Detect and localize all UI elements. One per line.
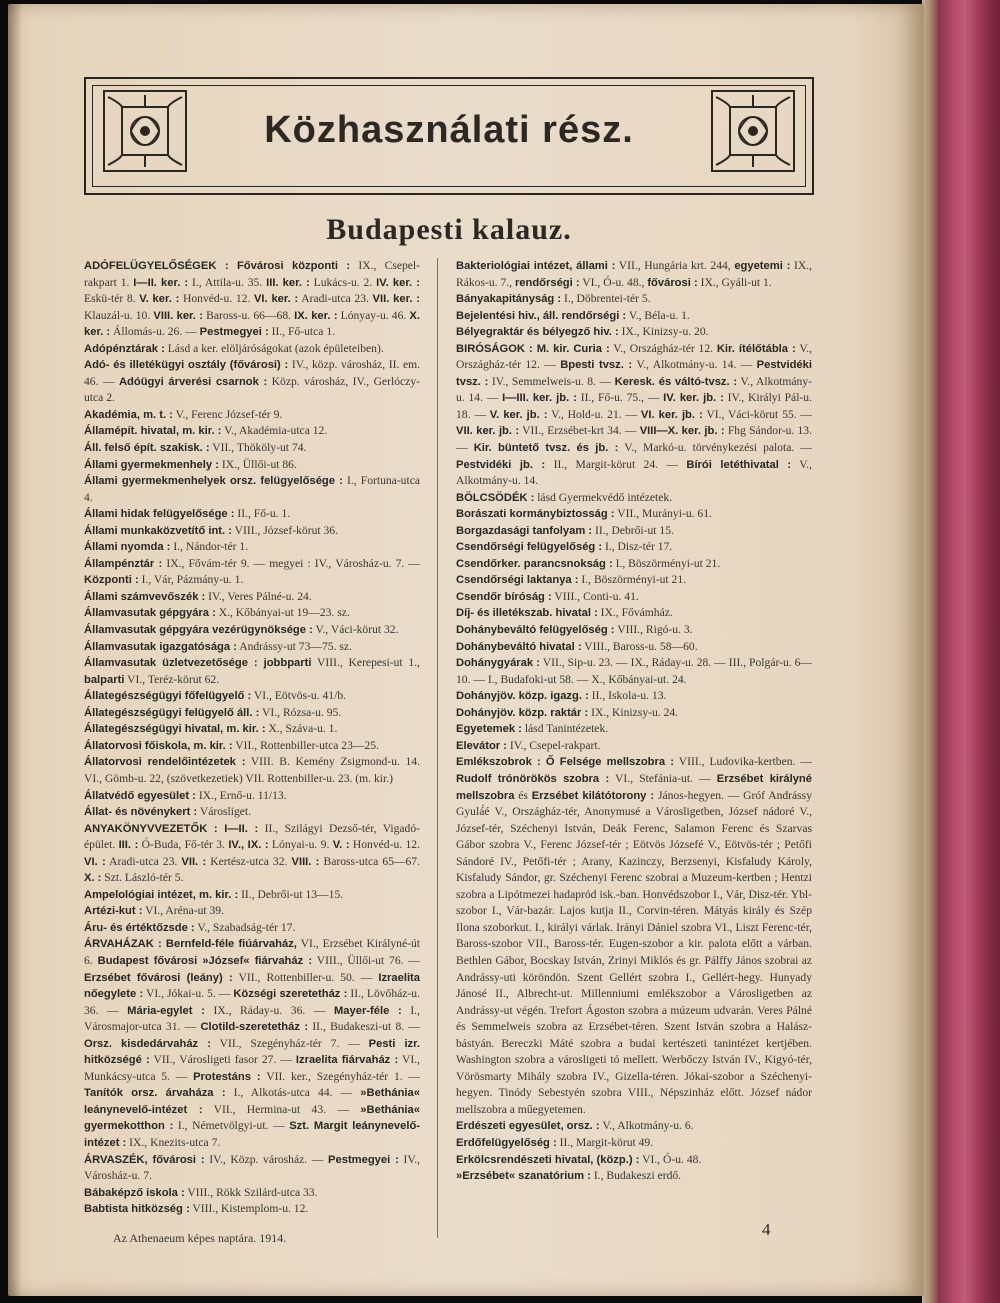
column-divider: [437, 258, 438, 1238]
directory-entry: Borgazdasági tanfolyam : II., Debrői-ut 15.: [456, 523, 674, 537]
directory-entry: Erdészeti egyesület, orsz. : V., Alkotmány-u. 6.: [456, 1119, 694, 1133]
directory-entry: Államvasutak gépgyára : X., Kőbányai-ut 19—23. sz.: [84, 606, 350, 620]
page-shadow: [8, 4, 22, 1296]
directory-entry: Államvasutak üzletvezetősége : jobbparti VIII., Kerepesi-ut 1., balparti VI., Teréz-körut 62.: [84, 656, 420, 686]
directory-entry: Csendőrker. parancsnokság : I., Böszörményi-ut 21.: [456, 556, 721, 570]
directory-entry: Erdőfelügyelőség : II., Margit-körut 49.: [456, 1135, 654, 1149]
directory-entry: Áll. felső épít. szakisk. : VII., Thököly-ut 74.: [84, 441, 307, 455]
page-subtitle: Budapesti kalauz.: [326, 213, 572, 246]
directory-entry: Államépít. hivatal, m. kir. : V., Akadémia-utca 12.: [84, 424, 328, 438]
directory-entry: Államvasutak gépgyára vezérügynöksége : V., Váci-körut 32.: [84, 623, 399, 637]
directory-entry: Állatvédő egyesület : IX., Ernő-u. 11/13.: [84, 788, 287, 802]
directory-entry: Állami gyermekmenhely : IX., Üllői-ut 86.: [84, 457, 297, 471]
directory-entry: Elevátor : IV., Csepel-rakpart.: [456, 738, 601, 752]
directory-entry: Bányakapitányság : I., Döbrentei-tér 5.: [456, 292, 651, 306]
directory-entry: ÁRVAHÁZAK : Bernfeld-féle fiúárvaház, VI., Erzsébet Királyné-út 6. Budapest fővárosi »József« fiárvaház : VIII., Üllői-ut 76. — Erzsébet fővárosi (leány) : VII., Rottenbiller-u. 50. — Izraelita nőegylete : VI., Jókai-u. 5. — Községi szeretetház : II., Lövőház-u. 36. — Mária-egylet : IX., Ráday-u. 36. — Mayer-féle : I., Városmajor-utca 31. — Clotild-szeretetház : II., Budakeszi-ut 8. — Orsz. kisdedárvaház : VII., Szegényház-tér 7. — Pesti izr. hitközségé : VII., Városligeti fasor 27. — Izraelita fiárvaház : VI., Munkácsy-utca 5. — Protestáns : VII. ker., Szegényház-tér 1. — Tanítók orsz. árvaháza : I., Alkotás-utca 44. — »Bethánia« leánynevelő-intézet : VII., Hermina-ut 43. — »Bethánia« gyermekotthon : I., Németvölgyi-ut. — Szt. Margit leánynevelő-intézet : IX., Knezits-utca 7.: [84, 937, 421, 1149]
directory-entry: Állategészségügyi felügyelő áll. : VI., Rózsa-u. 95.: [84, 705, 342, 719]
directory-entry: ANYAKÖNYVVEZETŐK : I—II. : II., Szilágyi Dezső-tér, Vigadó-épület. III. : Ó-Buda, Fő-tér 3. IV., IX. : Lónyai-u. 9. V. : Honvéd-u. 12. VI. : Aradi-utca 23. VII. : Kertész-utca 32. VIII. : Baross-utca 65—67. X. : Szt. László-tér 5.: [84, 821, 420, 885]
directory-entry: Állategészségügyi hivatal, m. kir. : X., Száva-u. 1.: [84, 722, 338, 736]
directory-entry: Államvasutak igazgatósága : Andrássy-ut 73—75. sz.: [84, 639, 352, 653]
directory-entry: Állat- és növénykert : Városliget.: [84, 805, 252, 819]
directory-entry: Állami hidak felügyelősége : II., Fő-u. 1.: [84, 507, 291, 521]
section-title: Közhasználati rész.: [264, 109, 634, 151]
directory-entry: Dohányjöv. közp. igazg. : II., Iskola-u. 13.: [456, 689, 667, 703]
directory-entry: Díj- és illetékszab. hivatal : IX., Fővámház.: [456, 606, 673, 620]
directory-entry: Állategészségügyi főfelügyelő : VI., Eötvös-u. 41/b.: [84, 689, 347, 703]
ornament-right-icon: [708, 87, 798, 175]
directory-entry: Bábaképző iskola : VIII., Rökk Szilárd-utca 33.: [84, 1185, 318, 1199]
directory-entry: Bakteriológiai intézet, állami : VII., Hungária krt. 244, egyetemi : IX., Rákos-u. 7., rendőrségi : VI., Ó-u. 48., fővárosi : IX., Gyáli-ut 1.: [456, 259, 812, 289]
left-column: [84, 258, 420, 1218]
directory-entry: Borászati kormánybiztosság : VII., Murányi-u. 61.: [456, 507, 712, 521]
directory-entry: Egyetemek : lásd Tanintézetek.: [456, 722, 609, 736]
directory-entry: Áru- és értéktőzsde : V., Szabadság-tér 17.: [84, 920, 296, 934]
directory-entry: Bélyegraktár és bélyegző hiv. : IX., Kinizsy-u. 20.: [456, 325, 709, 339]
directory-entry: Adópénztárak : Lásd a ker. elöljáróságokat (azok épületeiben).: [84, 341, 384, 355]
directory-entry: Csendőrségi felügyelőség : I., Disz-tér 17.: [456, 540, 673, 554]
directory-entry: Dohánybeváltó hivatal : VIII., Baross-u. 58—60.: [456, 639, 698, 653]
directory-entry: BIRÓSÁGOK : M. kir. Curia : V., Országház-tér 12. Kir. ítélőtábla : V., Országház-tér 12. — Bpesti tvsz. : V., Alkotmány-u. 14. — Pestvidéki tvsz. : IV., Semmelweis-u. 8. — Keresk. és váltó-tvsz. : V., Alkotmány-u. 14. — I—III. ker. jb. : II., Fő-u. 75., — IV. ker. jb. : IV., Királyi Pál-u. 18. — V. ker. jb. : V., Hold-u. 21. — VI. ker. jb. : VI., Váci-körut 55. — VII. ker. jb. : VII., Erzsébet-krt 34. — VIII—X. ker. jb. : Fhg Sándor-u. 13. — Kir. büntető tvsz. és jb. : V., Markó-u. törvénykezési palota. — Pestvidéki jb. : II., Margit-körut 24. — Bírói letéthivatal : V., Alkotmány-u. 14.: [456, 341, 813, 488]
page-number: 4: [762, 1220, 771, 1239]
directory-entry: Artézi-kut : VI., Aréna-ut 39.: [84, 904, 225, 918]
directory-entry: Állatorvosi rendelőintézetek : VIII. B. Kemény Zsigmond-u. 14. VI., Gömb-u. 22, (szövetkezetiek) VII. Rottenbiller-u. 23. (m. kir.): [84, 755, 420, 785]
directory-entry: Emlékszobrok : Ő Felsége mellszobra : VIII., Ludovika-kertben. — Rudolf trónörökös szobra : VI., Stefánia-ut. — Erzsébet királyné mellszobra és Erzsébet kilátótorony : János-hegyen. — Gróf Andrássy Gyulá́é V., Országház-tér, Anonymusé a Városligetben, József nádoré V., József-tér, Széchenyi István, Deák Ferenc, Salamon Ferenc és Szarvas Gábor szobra V., Ferenc József-tér ; Eötvös Józsefé V., Eötvös-tér ; Petőfi Sándoré IV., Petőfi-tér ; Arany, Kazinczy, Berzsenyi, Kisfaludy Károly, Kisfaludy Sándor, gr. Széchenyi Ferenc szobrai a Muzeum-kertben ; Hentzi szobra a Lipótmezei hadapród isk.-ban. Honvédszobor I., Vár, Disz-tér. Ybl-szobor I., Vár-bazár. Lajos kutja II., Corvin-téren. Mátyás király és Szép Ilona szoborkut. I., királyi várlak. Irányi Dániel szobra VI., Liszt Ferenc-tér, Baross-szobor VII., Baross-tér. Eugen-szobor a kir. palota előtt a várban. Bethlen Gábor, Bocskay István, Zrinyi Miklós és gr. Pálffy János szobrai az Andrássy-uti köröndön. Szent Gellért szobra I., Gellért-hegy. Hunyady Jánosé II., Albrecht-ut. Millenniumi emlékszobor a Városligetben az Andrássy-ut végén. Trefort Ágoston szobra a múzeum udvarán. Veres Pálné és Semmelweis szobra az Erzsébet-téren. Szent István szobra a Halász-bástyán. Bereczki Máté szobra a budai kertészeti tanintézet kertjében. Washington szobra a városligeti tó mellett. Werbőczy István IV., Kigyó-tér, Vörösmarty Mihály szobra IV., Gizella-téren. Jókai-szobor a Széchenyi-hegyen. Tinódy Sebestyén szobra VIII., Népszinház előtt. József nádor mellszobra a műegyetemen.: [456, 755, 812, 1116]
footer-text: Az Athenaeum képes naptára. 1914.: [113, 1231, 287, 1245]
directory-entry: Dohányjöv. közp. raktár : IX., Kinizsy-u. 24.: [456, 705, 679, 719]
directory-entry: Állatorvosi főiskola, m. kir. : VII., Rottenbiller-utca 23—25.: [84, 738, 379, 752]
directory-entry: Állami gyermekmenhelyek orsz. felügyelősége : I., Fortuna-utca 4.: [84, 474, 420, 504]
directory-entry: Csendőrségi laktanya : I., Böszörményi-ut 21.: [456, 573, 687, 587]
directory-entry: BÖLCSÖDÉK : lásd Gyermekvédő intézetek.: [456, 490, 673, 504]
directory-entry: Állampénztár : IX., Fővám-tér 9. — megyei : IV., Városház-u. 7. — Központi : I., Vár, Pázmány-u. 1.: [84, 556, 420, 587]
book-spine: [922, 0, 1000, 1303]
directory-entry: Adó- és illetékügyi osztály (fővárosi) : IV., közp. városház, II. em. 46. — Adóügyi árverési csarnok : Közp. városház, IV., Gerlóczy-utca 2.: [84, 358, 421, 405]
directory-entry: Csendőr bíróság : VIII., Conti-u. 41.: [456, 589, 639, 603]
directory-entry: Állami nyomda : I., Nándor-tér 1.: [84, 540, 249, 554]
directory-entry: Bejelentési hiv., áll. rendőrségi : V., Béla-u. 1.: [456, 308, 690, 322]
header-banner: [84, 77, 814, 195]
directory-entry: Ampelológiai intézet, m. kir. : II., Debrői-ut 13—15.: [84, 887, 344, 901]
directory-entry: Akadémia, m. t. : V., Ferenc József-tér 9.: [84, 407, 283, 421]
directory-entry: »Erzsébet« szanatórium : I., Budakeszi erdő.: [456, 1169, 682, 1183]
right-column: [456, 258, 812, 1185]
directory-entry: Dohánybeváltó felügyelőség : VIII., Rigó-u. 3.: [456, 623, 693, 637]
ornament-left-icon: [100, 87, 190, 175]
directory-entry: Állami számvevőszék : IV., Veres Pálné-u. 24.: [84, 589, 312, 603]
directory-entry: Babtista hitközség : VIII., Kistemplom-u. 12.: [84, 1202, 309, 1216]
directory-entry: Erkölcsrendészeti hivatal, (közp.) : VI., Ó-u. 48.: [456, 1152, 702, 1166]
directory-entry: Dohánygyárak : VII., Sip-u. 23. — IX., Ráday-u. 28. — III., Polgár-u. 6—10. — I., Budafoki-ut 58. — X., Kőbányai-ut. 24.: [456, 656, 812, 686]
directory-entry: ÁRVASZÉK, fővárosi : IV., Közp. városház. — Pestmegyei : IV., Városház-u. 7.: [84, 1152, 421, 1183]
directory-entry: Állami munkaközvetítő int. : VIII., József-körut 36.: [84, 523, 338, 537]
directory-entry: ADÓFELÜGYELŐSÉGEK : Fővárosi központi : IX., Csepel-rakpart 1. I—II. ker. : I., Attila-u. 35. III. ker. : Lukács-u. 2. IV. ker. : Eskü-tér 8. V. ker. : Honvéd-u. 12. VI. ker. : Aradi-utca 23. VII. ker. : Klauzál-u. 10. VIII. ker. : Baross-u. 66—68. IX. ker. : Lónyay-u. 46. X. ker. : Állomás-u. 26. — Pestmegyei : II., Fő-utca 1.: [84, 259, 420, 339]
